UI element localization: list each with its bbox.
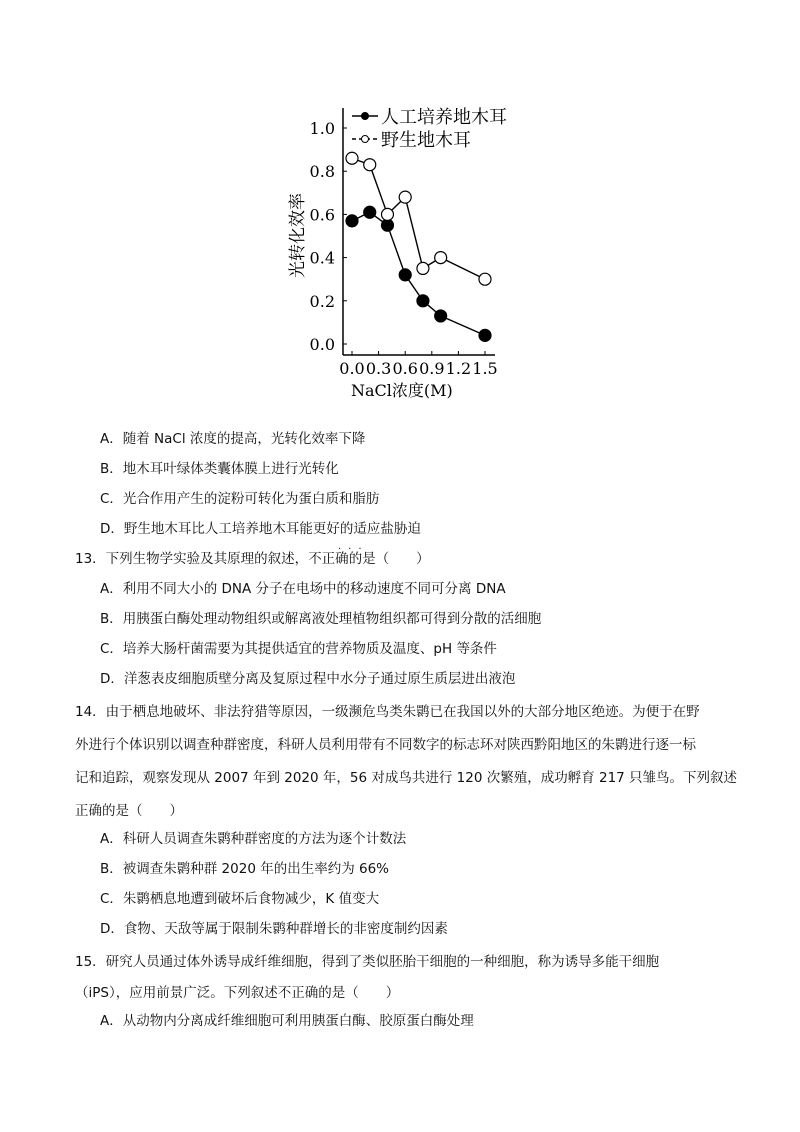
series-1-point [381, 219, 393, 231]
y-tick-label: 0.2 [309, 291, 335, 311]
q14-option-c: C．朱鹮栖息地遭到破坏后食物减少，K 值变大 [100, 891, 380, 907]
y-tick-label: 0.0 [309, 335, 335, 354]
series-1-point [479, 329, 491, 341]
chart-legend [352, 107, 507, 151]
q13-option-b: B．用胰蛋白酶处理动物组织或解离液处理植物组织都可得到分散的活细胞 [100, 611, 542, 627]
series-1-point [435, 310, 447, 322]
x-axis-label: NaCl浓度(M) [351, 381, 453, 400]
chart-ticks [310, 119, 498, 378]
y-tick-label: 0.8 [309, 162, 335, 182]
q12-option-b: B．地木耳叶绿体类囊体膜上进行光转化 [100, 461, 339, 477]
q12-option-a: A．随着 NaCl 浓度的提高，光转化效率下降 [100, 431, 366, 447]
legend-marker-2 [362, 136, 369, 143]
x-tick-label: 0.0 [339, 359, 365, 378]
q14-stem-line-2: 外进行个体识别以调查种群密度，科研人员利用带有不同数字的标志环对陕西黔阳地区的朱鹮进行逐一标 [75, 737, 696, 753]
series-2-point [399, 191, 411, 203]
q15-stem-line-1: 15．研究人员通过体外诱导成纤维细胞，得到了类似胚胎干细胞的一种细胞，称为诱导多能干细胞 [75, 954, 660, 970]
y-axis-label: 光转化效率 [288, 193, 308, 278]
q14-stem-line-1: 14．由于栖息地破坏、非法狩猎等原因，一级濒危鸟类朱鹮已在我国以外的大部分地区绝迹。为便于在野 [75, 704, 700, 720]
q13-option-d: D．洋葱表皮细胞质壁分离及复原过程中水分子通过原生质层进出液泡 [100, 671, 516, 687]
series-2-point [479, 273, 491, 285]
q12-option-d: D．野生地木耳比人工培养地木耳能更好的适应盐胁迫 [100, 521, 421, 537]
series-line-2 [352, 158, 485, 279]
series-1-point [364, 206, 376, 218]
series-1-point [346, 215, 358, 227]
series-2-point [417, 262, 429, 274]
x-tick-label: 1.2 [445, 359, 472, 378]
series-2-point [381, 208, 393, 220]
q13-option-c: C．培养大肠杆菌需要为其提供适宜的营养物质及温度、pH 等条件 [100, 641, 497, 657]
q12-option-c: C．光合作用产生的淀粉可转化为蛋白质和脂肪 [100, 491, 380, 507]
q15-stem-line-2: （iPS），应用前景广泛。下列叙述不正确的是（ ） [75, 985, 400, 1001]
q14-option-a: A．科研人员调查朱鹮种群密度的方法为逐个计数法 [100, 831, 407, 847]
series-2-point [435, 252, 447, 264]
legend-label-1: 人工培养地木耳 [381, 107, 507, 128]
y-tick-label: 0.4 [309, 248, 335, 268]
series-line-1 [352, 212, 485, 335]
q14-stem-line-4: 正确的是（ ） [75, 803, 183, 819]
q13-stem [75, 550, 430, 568]
q13-stem-before: 13．下列生物学实验及其原理的叙述， [75, 551, 309, 567]
emphasis-dots: ··· [338, 544, 369, 555]
q13-stem-after: 的是（ ） [348, 551, 430, 567]
chart-series [346, 152, 491, 341]
nacl-light-conversion-chart [0, 0, 800, 410]
legend-marker-1 [362, 113, 369, 120]
series-2-point [346, 152, 358, 164]
legend-label-2: 野生地木耳 [381, 130, 471, 151]
x-tick-label: 0.9 [419, 359, 445, 378]
q15-option-a: A．从动物内分离成纤维细胞可利用胰蛋白酶、胶原蛋白酶处理 [100, 1013, 474, 1029]
q14-option-d: D．食物、天敌等属于限制朱鹮种群增长的非密度制约因素 [100, 921, 448, 937]
y-tick-label: 1.0 [309, 119, 335, 138]
q14-stem-line-3: 记和追踪，观察发现从 2007 年到 2020 年，56 对成鸟共进行 120 次繁殖，成功孵育 217 只雏鸟。下列叙述 [75, 770, 738, 786]
series-1-point [399, 269, 411, 281]
series-2-point [364, 159, 376, 171]
x-tick-label: 0.6 [392, 359, 418, 378]
x-tick-label: 0.3 [365, 359, 392, 378]
q14-option-b: B．被调查朱鹮种群 2020 年的出生率约为 66% [100, 861, 389, 877]
q13-emphasis: 不正确 [308, 551, 349, 567]
y-tick-label: 0.6 [309, 205, 335, 225]
x-tick-label: 1.5 [472, 359, 498, 378]
q13-option-a: A．利用不同大小的 DNA 分子在电场中的移动速度不同可分离 DNA [100, 581, 506, 597]
series-1-point [417, 295, 429, 307]
